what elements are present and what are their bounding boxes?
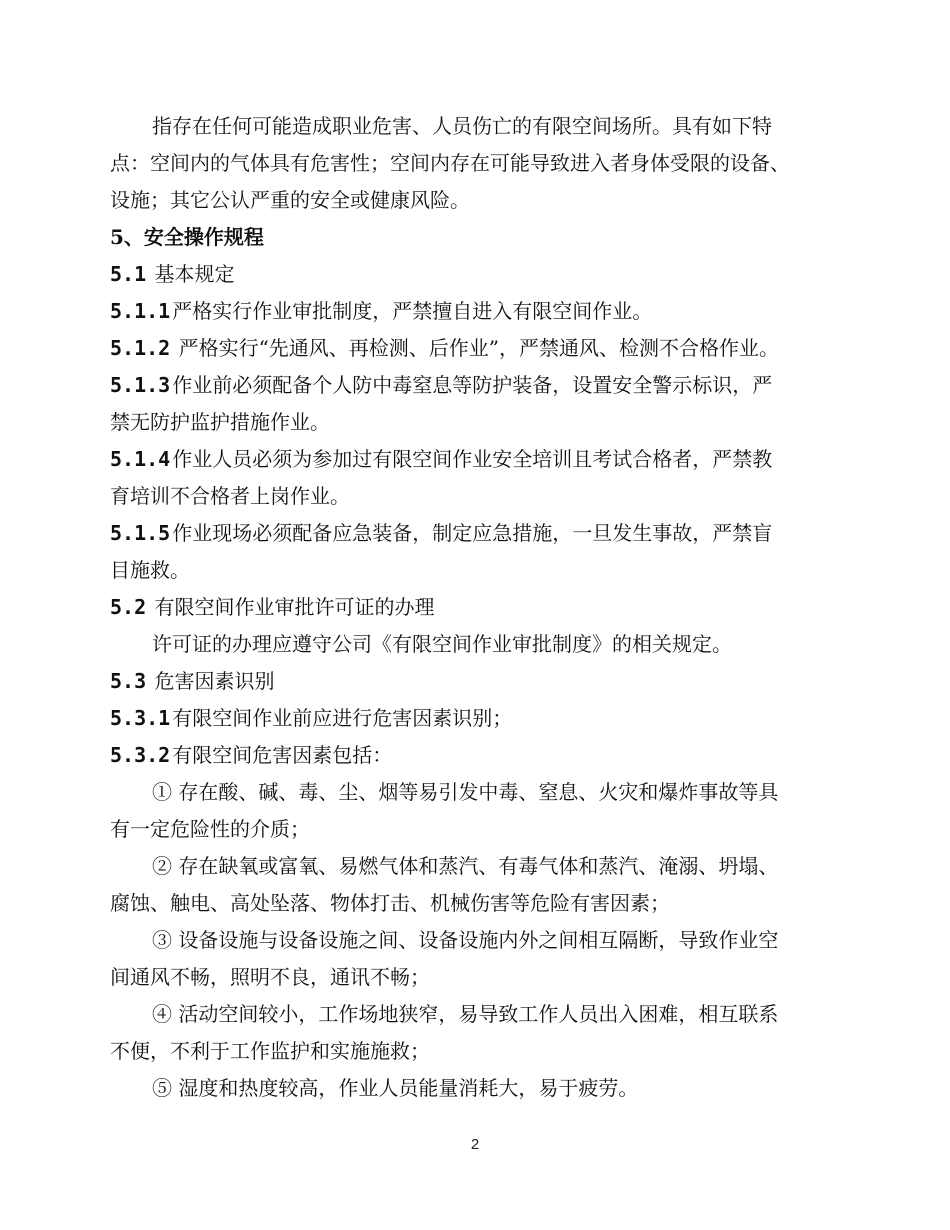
hazard-item-5-line: ⑤ 湿度和热度较高，作业人员能量消耗大，易于疲劳。: [152, 1076, 639, 1100]
section-5-2-body: 许可证的办理应遵守公司《有限空间作业审批制度》的相关规定。: [152, 632, 732, 656]
hazard-item-1-continuation: 有一定危险性的介质；: [110, 817, 310, 841]
clause-title: 基本规定: [148, 262, 235, 286]
clause-text: 严格实行作业审批制度，严禁擅自进入有限空间作业。: [172, 299, 653, 323]
clause-text: 有限空间危害因素包括：: [172, 743, 393, 767]
hazard-item-1-line: ① 存在酸、碱、毒、尘、烟等易引发中毒、窒息、火灾和爆炸事故等具: [152, 780, 779, 804]
section-5-heading: 5、安全操作规程: [110, 225, 264, 249]
clause-5-1-5-continuation: 目施救。: [110, 558, 190, 582]
clause-title: 有限空间作业审批许可证的办理: [148, 595, 435, 619]
intro-paragraph-line: 点：空间内的气体具有危害性；空间内存在可能导致进入者身体受限的设备、: [110, 151, 790, 175]
clause-text: 作业现场必须配备应急装备，制定应急措施，一旦发生事故，严禁盲: [172, 521, 773, 545]
clause-number: 5.1.5: [110, 521, 171, 545]
clause-number: 5.3.1: [110, 706, 171, 730]
clause-5-1-3: [110, 370, 850, 400]
hazard-item-3-line: ③ 设备设施与设备设施之间、设备设施内外之间相互隔断，导致作业空: [152, 928, 779, 952]
clause-number: 5.1.3: [110, 373, 171, 397]
clause-number: 5.1.4: [110, 447, 171, 471]
clause-5-1-2: [110, 333, 850, 363]
clause-text: 作业前必须配备个人防中毒窒息等防护装备，设置安全警示标识，严: [172, 373, 773, 397]
clause-5-1-4: [110, 444, 850, 474]
intro-paragraph-line: 设施；其它公认严重的安全或健康风险。: [110, 188, 470, 212]
clause-5-1-1: [110, 296, 850, 326]
clause-number: 5.1: [110, 262, 147, 286]
clause-number: 5.2: [110, 595, 147, 619]
clause-title: 危害因素识别: [148, 669, 275, 693]
clause-5-3-1: [110, 703, 850, 733]
clause-number: 5.1.1: [110, 299, 171, 323]
section-5-2-heading: [110, 592, 850, 622]
clause-5-3-2: [110, 740, 850, 770]
clause-number: 5.1.2: [110, 336, 171, 360]
clause-5-1-3-continuation: 禁无防护监护措施作业。: [110, 410, 330, 434]
clause-text: 作业人员必须为参加过有限空间作业安全培训且考试合格者，严禁教: [172, 447, 773, 471]
clause-5-1-4-continuation: 育培训不合格者上岗作业。: [110, 484, 350, 508]
hazard-item-4-line: ④ 活动空间较小，工作场地狭窄，易导致工作人员出入困难，相互联系: [152, 1002, 779, 1026]
intro-paragraph-line: 指存在任何可能造成职业危害、人员伤亡的有限空间场所。具有如下特: [152, 114, 772, 138]
hazard-item-3-continuation: 间通风不畅，照明不良，通讯不畅；: [110, 965, 430, 989]
hazard-item-4-continuation: 不便，不利于工作监护和实施施救；: [110, 1039, 430, 1063]
clause-number: 5.3.2: [110, 743, 171, 767]
section-5-1-heading: [110, 259, 850, 289]
section-5-3-heading: [110, 666, 850, 696]
hazard-item-2-line: ② 存在缺氧或富氧、易燃气体和蒸汽、有毒气体和蒸汽、淹溺、坍塌、: [152, 854, 779, 878]
clause-number: 5.3: [110, 669, 147, 693]
page-number: 2: [470, 1136, 480, 1153]
clause-5-1-5: [110, 518, 850, 548]
clause-text: 严格实行“先通风、再检测、后作业”，严禁通风、检测不合格作业。: [172, 336, 780, 360]
clause-text: 有限空间作业前应进行危害因素识别；: [172, 706, 513, 730]
hazard-item-2-continuation: 腐蚀、触电、高处坠落、物体打击、机械伤害等危险有害因素；: [110, 891, 670, 915]
